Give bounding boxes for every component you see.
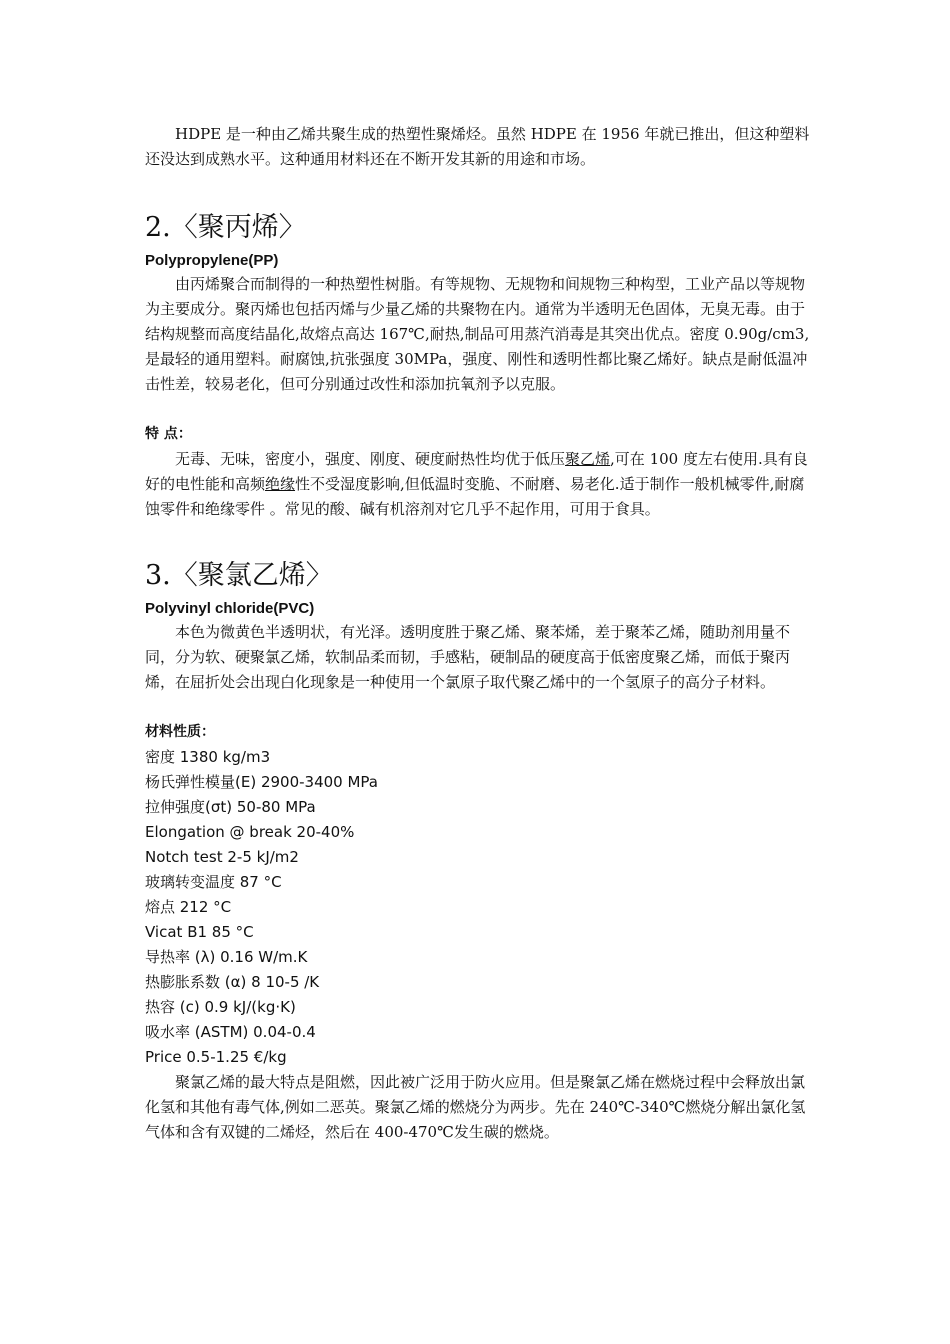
property-item: 杨氏弹性模量(E) 2900-3400 MPa (145, 773, 378, 791)
document-page (145, 122, 810, 1145)
pvc-paragraph: 本色为微黄色半透明状，有光泽。透明度胜于聚乙烯、聚苯烯，差于聚苯乙烯，随助剂用量不同，分为软、硬聚氯乙烯，软制品柔而韧，手感粘，硬制品的硬度高于低密度聚乙烯，而低于聚丙烯，在屈折处会出现白化现象是一种使用一个氯原子取代聚乙烯中的一个氢原子的高分子材料。 (145, 623, 791, 691)
property-item: 吸水率 (ASTM) 0.04-0.4 (145, 1023, 316, 1041)
property-item: 热容 (c) 0.9 kJ/(kg·K) (145, 998, 296, 1016)
pvc-closing-paragraph: 聚氯乙烯的最大特点是阻燃，因此被广泛用于防火应用。但是聚氯乙烯在燃烧过程中会释放出氯化氢和其他有毒气体,例如二恶英。聚氯乙烯的燃烧分为两步。先在 240℃-340℃燃烧分解出氯化氢气体和含有双键的二烯烃，然后在 400-470℃发生碳的燃烧。 (145, 1073, 806, 1141)
property-item: Vicat B1 85 °C (145, 923, 254, 941)
property-item: 拉伸强度(σt) 50-80 MPa (145, 798, 316, 816)
intro-paragraph: HDPE 是一种由乙烯共聚生成的热塑性聚烯烃。虽然 HDPE 在 1956 年就已推出，但这种塑料还没达到成熟水平。这种通用材料还在不断开发其新的用途和市场。 (145, 125, 810, 168)
pp-features-label: 特 点： (145, 426, 192, 442)
pp-features-text-1: 无毒、无味，密度小，强度、刚度、硬度耐热性均优于低压 (175, 450, 566, 468)
section-heading-pvc: 3.〈聚氯乙烯〉 (145, 560, 333, 591)
section-subtitle-pp: Polypropylene(PP) (145, 252, 279, 269)
pp-features-text-2: ,可在 100 度左右使用.具有良好的电性能和高频 (145, 450, 808, 493)
property-item: 热膨胀系数 (α) 8 10-5 /K (145, 973, 320, 991)
property-item: Price 0.5-1.25 €/kg (145, 1048, 287, 1066)
link-polyethylene[interactable]: 聚乙烯 (565, 450, 611, 468)
section-heading-pp: 2.〈聚丙烯〉 (145, 212, 306, 243)
pp-features-text-3: 性不受湿度影响,但低温时变脆、不耐磨、易老化.适于制作一般机械零件,耐腐蚀零件和绝缘零件 。常见的酸、碱有机溶剂对它几乎不起作用，可用于食具。 (145, 475, 805, 518)
pvc-properties-list (145, 745, 810, 1070)
property-item: 密度 1380 kg/m3 (145, 748, 271, 766)
pp-paragraph: 由丙烯聚合而制得的一种热塑性树脂。有等规物、无规物和间规物三种构型，工业产品以等规物为主要成分。聚丙烯也包括丙烯与少量乙烯的共聚物在内。通常为半透明无色固体，无臭无毒。由于结构规整而高度结晶化,故熔点高达 167℃,耐热,制品可用蒸汽消毒是其突出优点。密度 0.90g/cm3,是最轻的通用塑料。耐腐蚀,抗张强度 30MPa，强度、刚性和透明性都比聚乙烯好。缺点是耐低温冲击性差，较易老化，但可分别通过改性和添加抗氧剂予以克服。 (145, 275, 810, 393)
section-subtitle-pvc: Polyvinyl chloride(PVC) (145, 600, 315, 617)
link-insulation[interactable]: 绝缘 (265, 475, 296, 493)
pvc-properties-label: 材料性质： (145, 724, 215, 740)
property-item: 熔点 212 °C (145, 898, 232, 916)
property-item: Notch test 2-5 kJ/m2 (145, 848, 299, 866)
property-item: Elongation @ break 20-40% (145, 823, 355, 841)
property-item: 导热率 (λ) 0.16 W/m.K (145, 948, 308, 966)
property-item: 玻璃转变温度 87 °C (145, 873, 282, 891)
pp-features-paragraph (145, 447, 810, 522)
